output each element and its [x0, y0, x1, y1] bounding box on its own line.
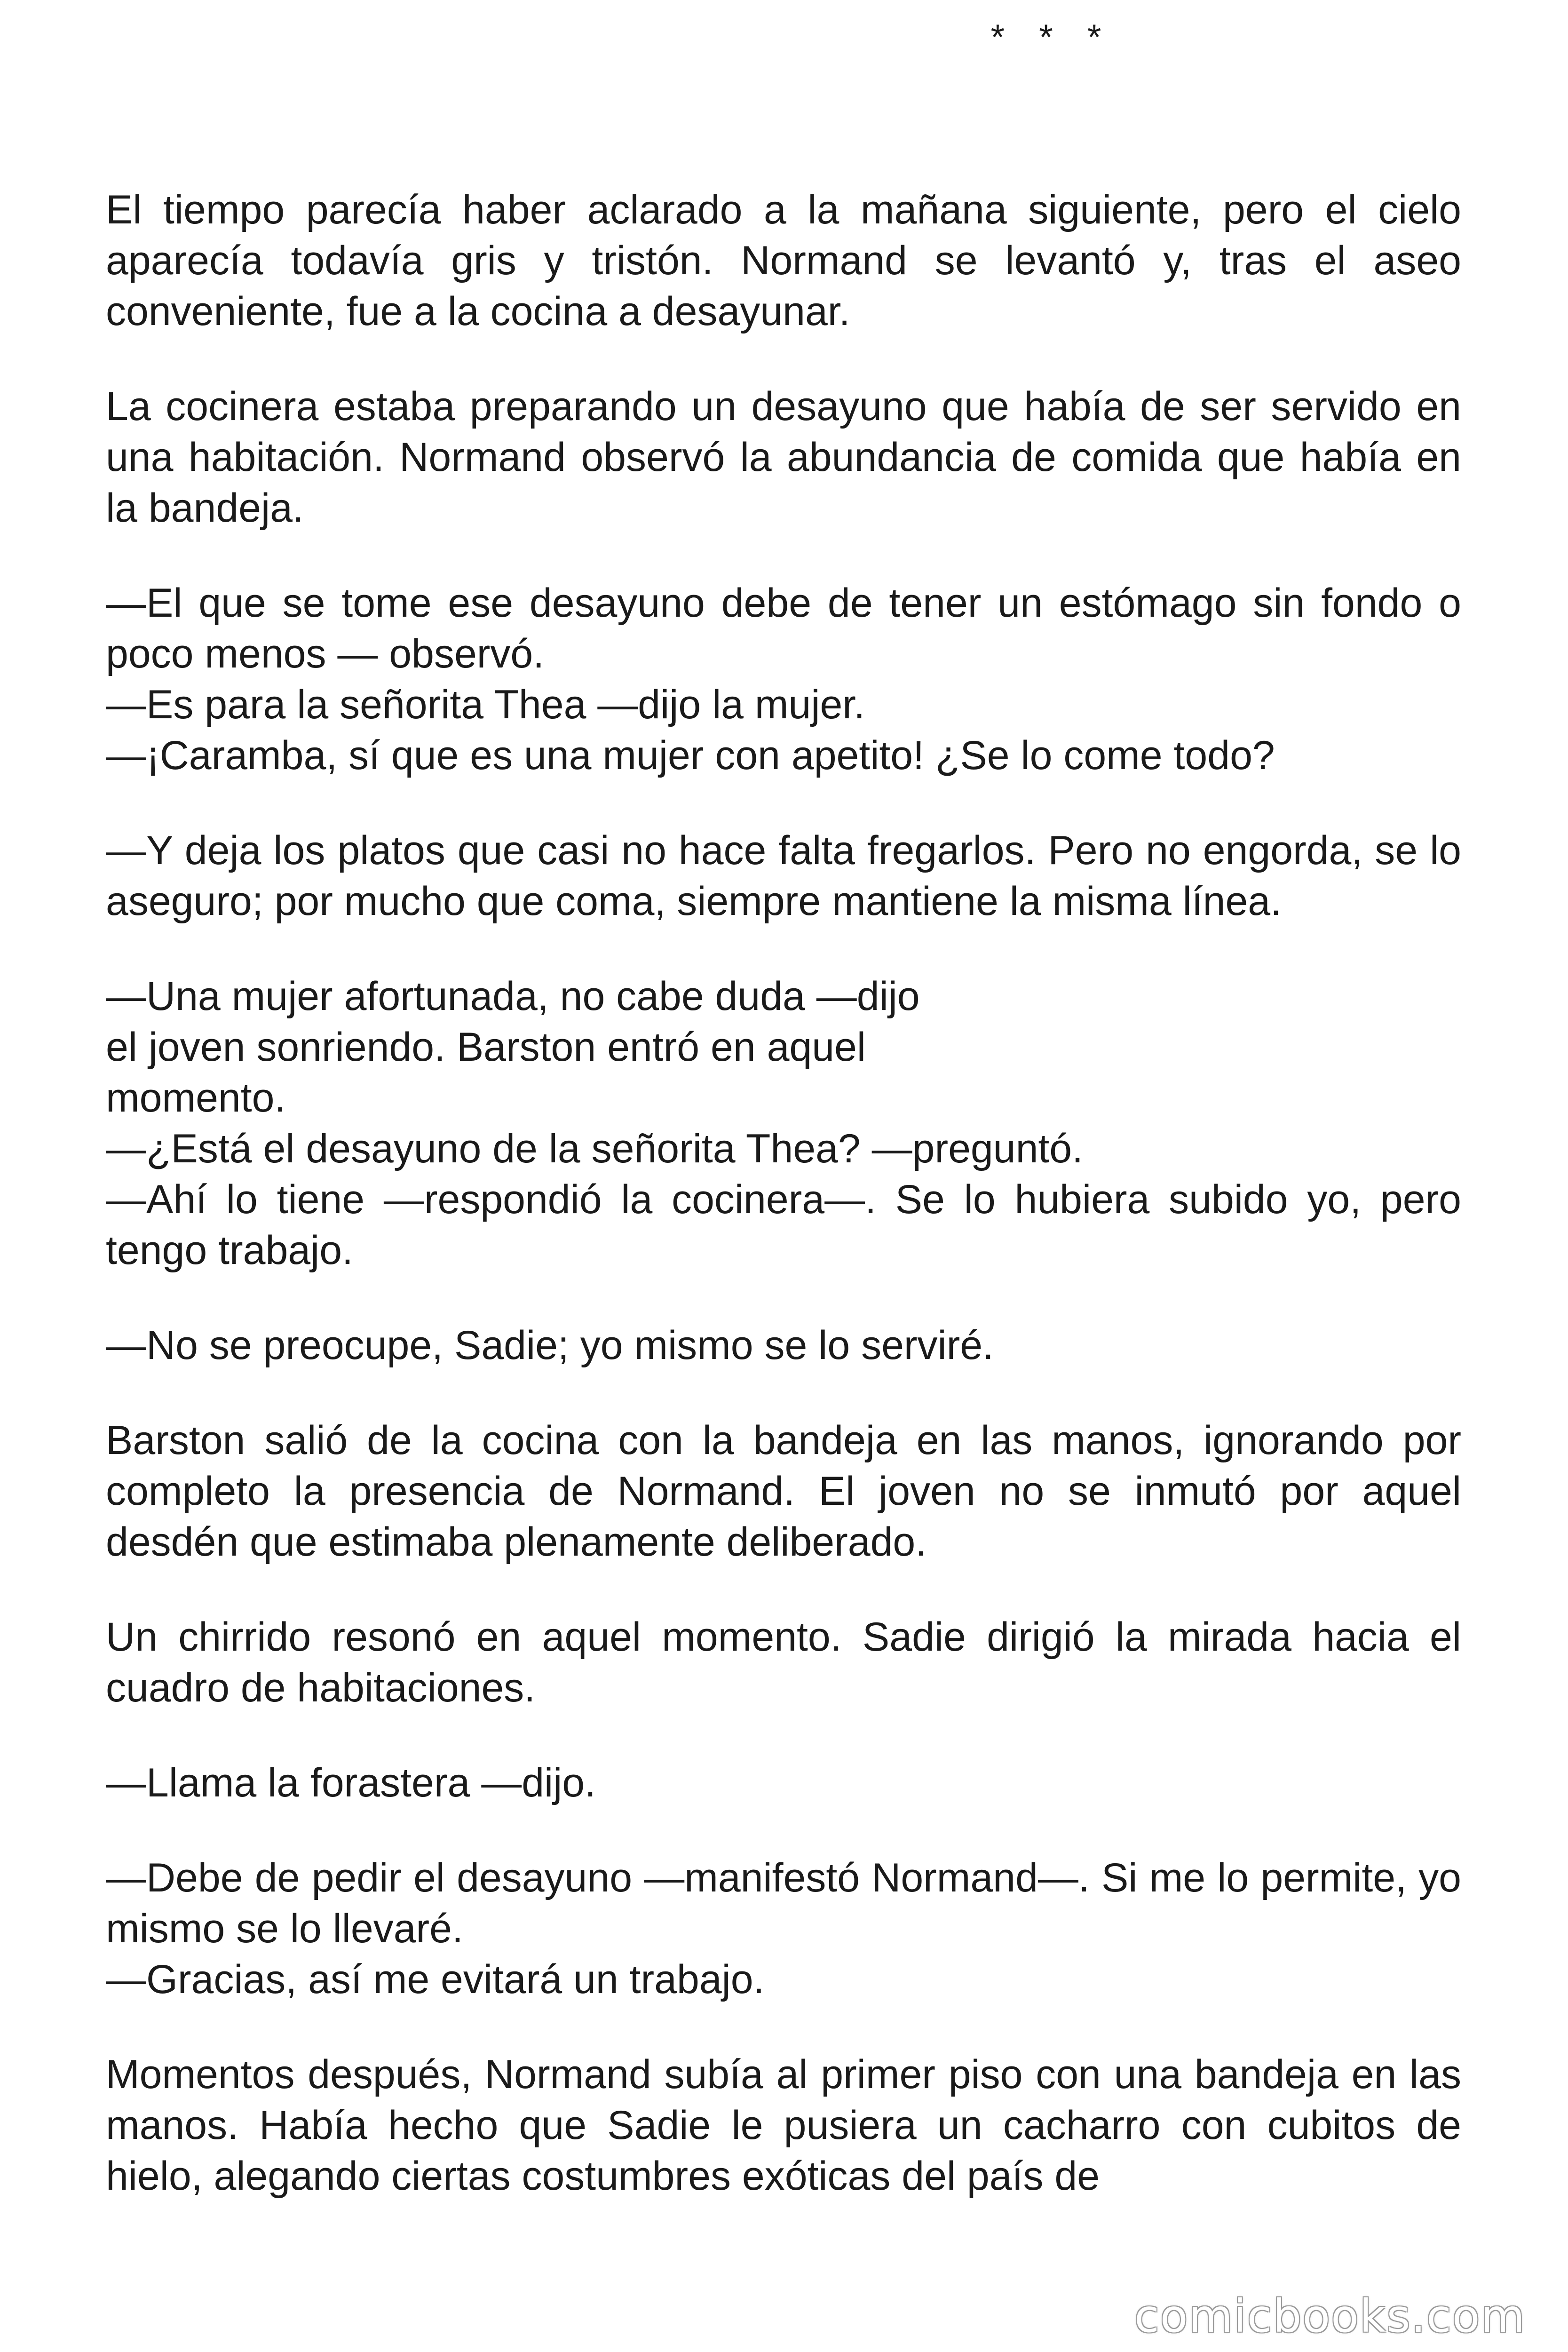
dialogue-line: —Es para la señorita Thea —dijo la mujer. — [106, 682, 865, 727]
dialogue-block — [106, 971, 1461, 1276]
paragraph: El tiempo parecía haber aclarado a la mañana siguiente, pero el cielo aparecía todavía gris y tristón. Normand se levantó y, tras el aseo conveniente, fue a la cocina a desayunar. — [106, 187, 1461, 334]
narrow-line: el joven sonriendo. Barston entró en aquel — [106, 1025, 866, 1070]
dialogue-line: —¡Caramba, sí que es una mujer con apetito! ¿Se lo come todo? — [106, 733, 1275, 778]
dialogue-block — [106, 1852, 1461, 2005]
narrow-line: —Una mujer afortunada, no cabe duda —dijo — [106, 974, 920, 1019]
dialogue-line: —¿Está el desayuno de la señorita Thea? —preguntó. — [106, 1126, 1084, 1171]
paragraph: La cocinera estaba preparando un desayuno que había de ser servido en una habitación. Normand observó la abundancia de comida que había en la bandeja. — [106, 384, 1461, 531]
watermark-logo: comicbooks.com — [1134, 2290, 1526, 2343]
dialogue-line: —Gracias, así me evitará un trabajo. — [106, 1957, 765, 2002]
paragraph: —Llama la forastera —dijo. — [106, 1760, 596, 1805]
scene-separator: * * * — [990, 17, 1114, 57]
dialogue-block — [106, 578, 1461, 781]
dialogue-line: —Ahí lo tiene —respondió la cocinera—. Se lo hubiera subido yo, pero tengo trabajo. — [106, 1177, 1461, 1273]
paragraph: Un chirrido resonó en aquel momento. Sadie dirigió la mirada hacia el cuadro de habitaciones. — [106, 1614, 1461, 1710]
narrow-line: momento. — [106, 1075, 286, 1120]
paragraph: —No se preocupe, Sadie; yo mismo se lo serviré. — [106, 1323, 994, 1368]
dialogue-line: —El que se tome ese desayuno debe de tener un estómago sin fondo o poco menos — observó. — [106, 580, 1461, 676]
paragraph: —Y deja los platos que casi no hace falta fregarlos. Pero no engorda, se lo aseguro; por mucho que coma, siempre mantiene la misma línea. — [106, 828, 1461, 924]
paragraph: Barston salió de la cocina con la bandeja en las manos, ignorando por completo la presencia de Normand. El joven no se inmutó por aquel desdén que estimaba plenamente deliberado. — [106, 1418, 1461, 1565]
body-text — [106, 184, 1461, 2246]
paragraph: Momentos después, Normand subía al primer piso con una bandeja en las manos. Había hecho que Sadie le pusiera un cacharro con cubitos de hielo, alegando ciertas costumbres exóticas del país de — [106, 2052, 1461, 2199]
dialogue-line: —Debe de pedir el desayuno —manifestó Normand—. Si me lo permite, yo mismo se lo llevaré. — [106, 1855, 1461, 1951]
